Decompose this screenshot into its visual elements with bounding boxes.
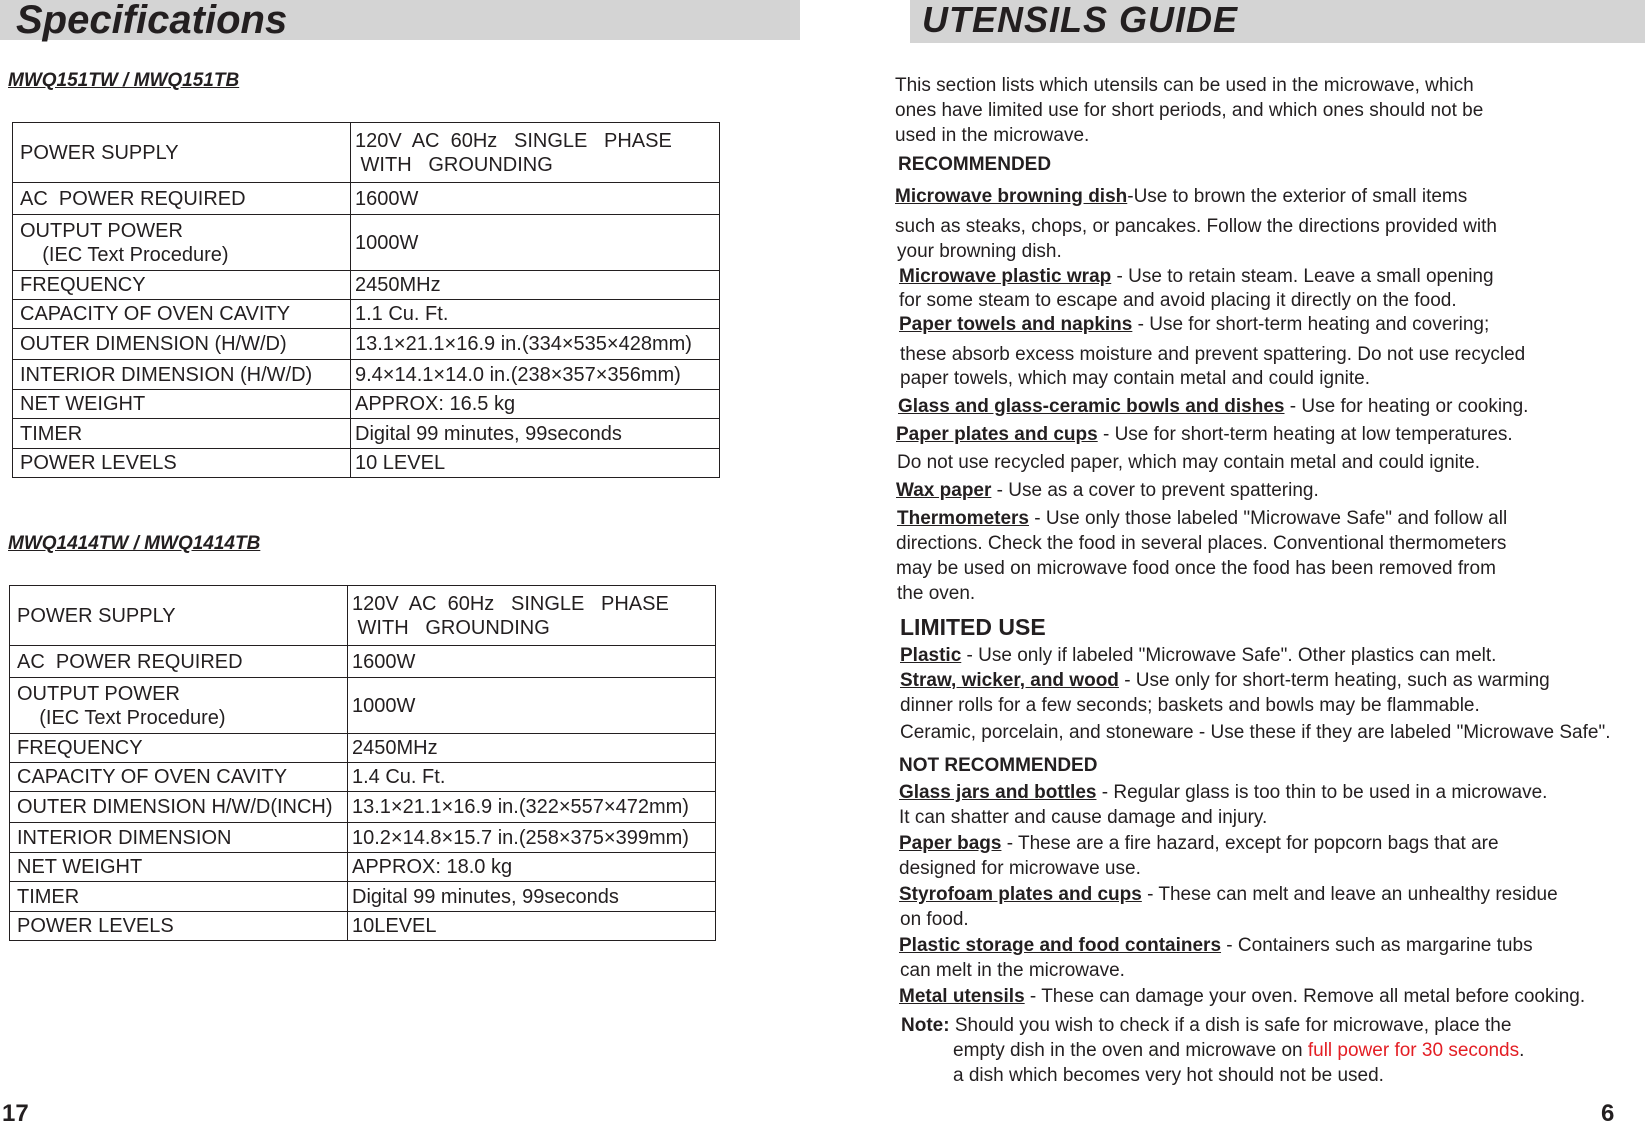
intro-line-1: This section lists which utensils can be used in the microwave, which xyxy=(895,75,1474,96)
utensil-description: the oven. xyxy=(897,583,976,604)
utensil-description: - Use only for short-term heating, such as warming xyxy=(1118,670,1550,691)
guide-line xyxy=(897,451,1480,475)
guide-line xyxy=(899,806,1267,830)
spec-table-1 xyxy=(12,122,720,478)
utensil-description: - These are a fire hazard, except for popcorn bags that are xyxy=(1001,833,1499,854)
guide-line xyxy=(900,908,969,932)
spec-value: 9.4×14.1×14.0 in.(238×357×356mm) xyxy=(351,360,720,390)
spec-row xyxy=(13,329,720,360)
left-page-number: 17 xyxy=(2,1100,29,1127)
spec-label: AC POWER REQUIRED xyxy=(13,183,351,215)
spec-row xyxy=(10,646,716,678)
spec-label: OUTER DIMENSION (H/W/D) xyxy=(13,329,351,360)
utensil-description: your browning dish. xyxy=(897,241,1062,262)
spec-label: FREQUENCY xyxy=(10,734,348,763)
utensil-description: - Regular glass is too thin to be used in a microwave. xyxy=(1096,782,1548,803)
guide-line xyxy=(895,185,1467,209)
guide-line xyxy=(900,694,1480,718)
guide-line xyxy=(898,395,1528,419)
spec-row xyxy=(10,586,716,646)
utensil-description: - Containers such as margarine tubs xyxy=(1221,935,1533,956)
utensil-term: Microwave plastic wrap xyxy=(899,266,1112,287)
guide-line xyxy=(900,721,1611,745)
spec-row xyxy=(10,853,716,882)
spec-row xyxy=(13,215,720,271)
model-heading-1: MWQ151TW / MWQ151TB xyxy=(8,70,240,91)
spec-row xyxy=(13,360,720,390)
spec-label: OUTER DIMENSION H/W/D(INCH) xyxy=(10,792,348,823)
spec-label: AC POWER REQUIRED xyxy=(10,646,348,678)
utensil-description: -Use to brown the exterior of small items xyxy=(1127,186,1468,207)
utensil-description: can melt in the microwave. xyxy=(900,960,1125,981)
spec-value: Digital 99 minutes, 99seconds xyxy=(351,419,720,449)
recommended-heading: RECOMMENDED xyxy=(898,154,1052,175)
spec-value: 120V AC 60Hz SINGLE PHASE WITH GROUNDING xyxy=(348,586,716,646)
spec-value: 1.1 Cu. Ft. xyxy=(351,300,720,329)
spec-value: 1000W xyxy=(348,678,716,734)
utensil-term: Plastic storage and food containers xyxy=(899,935,1222,956)
note-text-2-end: . xyxy=(1519,1040,1525,1061)
spec-label: POWER LEVELS xyxy=(10,912,348,941)
note-line-1 xyxy=(901,1014,1511,1038)
utensil-description: - Use for heating or cooking. xyxy=(1284,396,1529,417)
spec-value: 10 LEVEL xyxy=(351,449,720,478)
guide-line xyxy=(899,781,1547,805)
spec-label: TIMER xyxy=(13,419,351,449)
spec-value: 13.1×21.1×16.9 in.(334×535×428mm) xyxy=(351,329,720,360)
utensil-description: on food. xyxy=(900,909,969,930)
guide-line xyxy=(899,934,1533,958)
utensil-description: - Use only those labeled "Microwave Safe" and follow all xyxy=(1029,508,1508,529)
utensil-term: Paper plates and cups xyxy=(896,424,1098,445)
spec-row xyxy=(13,449,720,478)
guide-line xyxy=(897,507,1507,531)
spec-value: 2450MHz xyxy=(348,734,716,763)
spec-label: CAPACITY OF OVEN CAVITY xyxy=(13,300,351,329)
spec-row xyxy=(10,882,716,912)
utensil-description: dinner rolls for a few seconds; baskets and bowls may be flammable. xyxy=(900,695,1480,716)
guide-line xyxy=(900,669,1550,693)
spec-row xyxy=(13,390,720,419)
spec-value: 13.1×21.1×16.9 in.(322×557×472mm) xyxy=(348,792,716,823)
utensil-description: Do not use recycled paper, which may contain metal and could ignite. xyxy=(897,452,1480,473)
right-page-number: 6 xyxy=(1601,1100,1615,1127)
note-line-2 xyxy=(953,1039,1524,1063)
spec-row xyxy=(13,419,720,449)
spec-row xyxy=(10,678,716,734)
spec-value: 1000W xyxy=(351,215,720,271)
utensil-description: may be used on microwave food once the food has been removed from xyxy=(896,558,1496,579)
utensil-description: directions. Check the food in several places. Conventional thermometers xyxy=(896,533,1507,554)
guide-line xyxy=(899,883,1558,907)
utensil-description: designed for microwave use. xyxy=(899,858,1141,879)
utensil-description: - Use for short-term heating and covering; xyxy=(1132,314,1490,335)
utensil-term: Microwave browning dish xyxy=(895,186,1128,207)
spec-value: APPROX: 16.5 kg xyxy=(351,390,720,419)
spec-value: 1.4 Cu. Ft. xyxy=(348,763,716,792)
utensils-guide-title: UTENSILS GUIDE xyxy=(922,0,1239,40)
spec-label: POWER LEVELS xyxy=(13,449,351,478)
utensil-term: Wax paper xyxy=(896,480,992,501)
spec-label: OUTPUT POWER (IEC Text Procedure) xyxy=(10,678,348,734)
spec-value: 10.2×14.8×15.7 in.(258×375×399mm) xyxy=(348,823,716,853)
guide-line xyxy=(899,857,1141,881)
note-text-2: empty dish in the oven and microwave on xyxy=(953,1040,1308,1061)
note-highlight: full power for 30 seconds xyxy=(1307,1040,1520,1061)
guide-line xyxy=(895,215,1497,239)
spec-label: POWER SUPPLY xyxy=(13,123,351,183)
utensil-description: - Use to retain steam. Leave a small opening xyxy=(1111,266,1494,287)
guide-line xyxy=(899,985,1585,1009)
spec-table-2 xyxy=(9,585,716,941)
spec-label: POWER SUPPLY xyxy=(10,586,348,646)
spec-row xyxy=(13,300,720,329)
guide-line xyxy=(896,532,1506,556)
guide-line xyxy=(900,644,1496,668)
spec-row xyxy=(13,183,720,215)
spec-row xyxy=(10,912,716,941)
utensil-term: Thermometers xyxy=(897,508,1029,529)
utensil-description: paper towels, which may contain metal and could ignite. xyxy=(900,368,1370,389)
spec-value: 120V AC 60Hz SINGLE PHASE WITH GROUNDING xyxy=(351,123,720,183)
utensil-description: It can shatter and cause damage and injury. xyxy=(899,807,1268,828)
spec-label: INTERIOR DIMENSION (H/W/D) xyxy=(13,360,351,390)
utensil-term: Styrofoam plates and cups xyxy=(899,884,1142,905)
guide-line xyxy=(900,367,1370,391)
limited-use-heading: LIMITED USE xyxy=(900,614,1046,640)
spec-row xyxy=(10,823,716,853)
guide-line xyxy=(896,479,1319,503)
spec-row xyxy=(10,792,716,823)
utensil-description: such as steaks, chops, or pancakes. Follow the directions provided with xyxy=(895,216,1497,237)
utensil-description: - These can melt and leave an unhealthy residue xyxy=(1141,884,1558,905)
spec-label: TIMER xyxy=(10,882,348,912)
guide-line xyxy=(899,289,1457,313)
utensil-term: Plastic xyxy=(900,645,962,666)
utensil-description: - Use only if labeled "Microwave Safe". Other plastics can melt. xyxy=(961,645,1497,666)
utensil-term: Straw, wicker, and wood xyxy=(900,670,1119,691)
guide-line xyxy=(896,423,1513,447)
not-recommended-heading: NOT RECOMMENDED xyxy=(899,755,1098,776)
model-heading-2: MWQ1414TW / MWQ1414TB xyxy=(8,533,261,554)
spec-label: INTERIOR DIMENSION xyxy=(10,823,348,853)
utensil-description: Ceramic, porcelain, and stoneware - Use these if they are labeled "Microwave Safe". xyxy=(900,722,1611,743)
guide-line xyxy=(899,265,1494,289)
intro-line-3: used in the microwave. xyxy=(895,125,1090,146)
guide-line xyxy=(900,959,1125,983)
specifications-title: Specifications xyxy=(16,0,288,42)
guide-line xyxy=(899,313,1489,337)
note-line-3: a dish which becomes very hot should not be used. xyxy=(953,1065,1384,1086)
note-text-1: Should you wish to check if a dish is safe for microwave, place the xyxy=(949,1015,1512,1036)
spec-label: CAPACITY OF OVEN CAVITY xyxy=(10,763,348,792)
spec-label: NET WEIGHT xyxy=(13,390,351,419)
utensil-description: - These can damage your oven. Remove all metal before cooking. xyxy=(1024,986,1586,1007)
utensil-description: - Use as a cover to prevent spattering. xyxy=(991,480,1319,501)
spec-label: NET WEIGHT xyxy=(10,853,348,882)
spec-row xyxy=(10,763,716,792)
utensil-description: - Use for short-term heating at low temperatures. xyxy=(1097,424,1513,445)
spec-row xyxy=(13,123,720,183)
utensil-term: Glass jars and bottles xyxy=(899,782,1097,803)
spec-value: APPROX: 18.0 kg xyxy=(348,853,716,882)
guide-line xyxy=(896,557,1496,581)
utensil-description: these absorb excess moisture and prevent spattering. Do not use recycled xyxy=(900,344,1526,365)
note-label: Note: xyxy=(901,1015,950,1036)
spec-value: 10LEVEL xyxy=(348,912,716,941)
utensil-description: for some steam to escape and avoid placing it directly on the food. xyxy=(899,290,1457,311)
guide-line xyxy=(897,582,975,606)
guide-line xyxy=(900,343,1525,367)
intro-line-2: ones have limited use for short periods, and which ones should not be xyxy=(895,100,1484,121)
spec-value: Digital 99 minutes, 99seconds xyxy=(348,882,716,912)
guide-line xyxy=(897,240,1062,264)
spec-row xyxy=(10,734,716,763)
utensil-term: Paper towels and napkins xyxy=(899,314,1133,335)
guide-line xyxy=(899,832,1499,856)
utensil-term: Metal utensils xyxy=(899,986,1025,1007)
spec-value: 2450MHz xyxy=(351,271,720,300)
spec-label: FREQUENCY xyxy=(13,271,351,300)
spec-row xyxy=(13,271,720,300)
spec-value: 1600W xyxy=(351,183,720,215)
utensil-term: Glass and glass-ceramic bowls and dishes xyxy=(898,396,1285,417)
spec-value: 1600W xyxy=(348,646,716,678)
spec-label: OUTPUT POWER (IEC Text Procedure) xyxy=(13,215,351,271)
utensil-term: Paper bags xyxy=(899,833,1002,854)
